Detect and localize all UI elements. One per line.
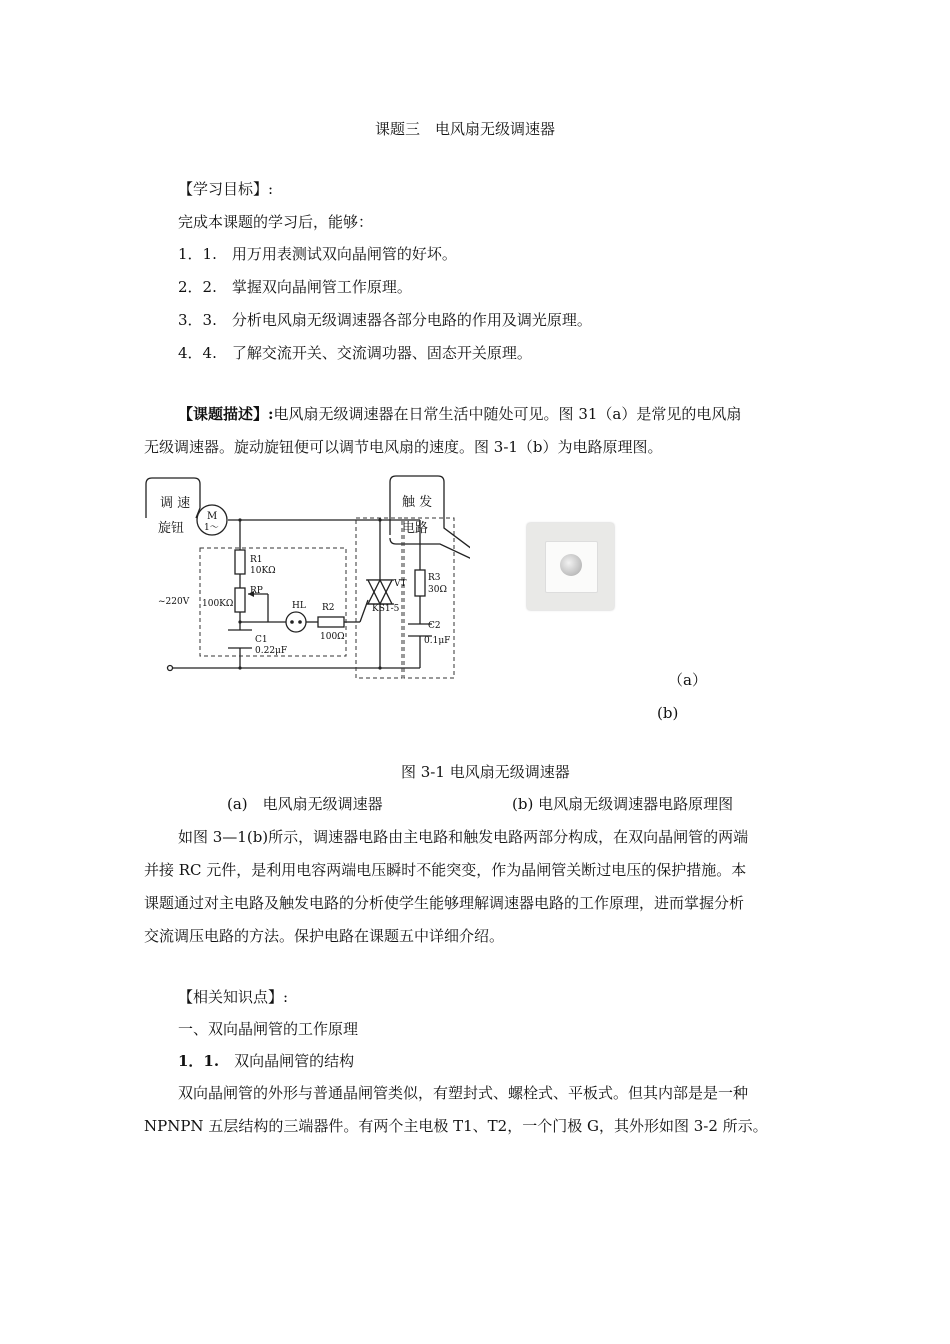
objective-item: 3．3. 分析电风扇无级调速器各部分电路的作用及调光原理。	[178, 311, 592, 329]
section-heading: 一、双向晶闸管的工作原理	[178, 1020, 359, 1038]
knowledge-line: 双向晶闸管的外形与普通晶闸管类似，有塑封式、螺栓式、平板式。但其内部是是一种	[178, 1084, 749, 1102]
trigger-callout-line-1: 触 发	[402, 495, 433, 510]
snubber-box	[404, 518, 454, 678]
knob-callout-line-1: 调 速	[160, 496, 191, 511]
r3-label: R3	[428, 573, 441, 583]
trigger-callout-line-2: 电路	[402, 521, 429, 536]
figure-label-b: (b)	[657, 704, 679, 722]
figure-sub-caption-a: (a) 电风扇无级调速器	[227, 795, 383, 813]
c1-value: 0.22μF	[255, 646, 288, 656]
hl-lamp	[286, 612, 306, 632]
description-line-1	[178, 404, 741, 424]
hl-label: HL	[292, 601, 306, 611]
knowledge-heading: 【相关知识点】:	[178, 988, 289, 1006]
r1-resistor	[235, 550, 245, 574]
body-line: 课题通过对主电路及触发电路的分析使学生能够理解调速器电路的工作原理，进而掌握分析	[144, 894, 745, 912]
description-label: 【课题描述】:	[178, 405, 274, 423]
r2-resistor	[318, 617, 344, 627]
figure-caption: 图 3-1 电风扇无级调速器	[401, 763, 570, 781]
triac-symbol	[368, 580, 392, 604]
r2-label: R2	[322, 603, 335, 613]
objectives-intro: 完成本课题的学习后，能够：	[178, 213, 374, 231]
supply-label: ~220V	[158, 597, 190, 607]
c2-value: 0.1μF	[424, 636, 451, 646]
page-title: 课题三 电风扇无级调速器	[375, 120, 556, 138]
r1-label: R1	[250, 555, 263, 565]
subsection-number: 1．1.	[178, 1052, 220, 1070]
speed-controller-photo	[527, 523, 614, 610]
c2-label: C2	[428, 621, 441, 631]
knowledge-line: NPNPN 五层结构的三端器件。有两个主电极 T1、T2，一个门极 G，其外形如图 3-2 所示。	[144, 1117, 768, 1135]
rp-label: RP	[250, 586, 263, 596]
body-line: 交流调压电路的方法。保护电路在课题五中详细介绍。	[144, 927, 505, 945]
knob-icon	[560, 554, 582, 576]
subsection-heading	[178, 1051, 354, 1071]
circuit-diagram	[140, 472, 470, 687]
rp-value: 100KΩ	[202, 599, 234, 609]
rp-potentiometer	[235, 588, 245, 612]
ks-label: KS1-5	[372, 604, 400, 614]
knob-callout-line-2: 旋钮	[158, 521, 185, 536]
objective-item: 4．4. 了解交流开关、交流调功器、固态开关原理。	[178, 344, 532, 362]
vt-label: VT	[394, 579, 407, 589]
body-line: 并接 RC 元件，是利用电容两端电压瞬时不能突变，作为晶闸管关断过电压的保护措施。本	[144, 861, 747, 879]
objective-item: 2．2. 掌握双向晶闸管工作原理。	[178, 278, 412, 296]
r1-value: 10KΩ	[250, 566, 276, 576]
c1-label: C1	[255, 635, 268, 645]
r2-value: 100Ω	[320, 632, 345, 642]
body-line: 如图 3—1(b)所示，调速器电路由主电路和触发电路两部分构成，在双向晶闸管的两端	[178, 828, 749, 846]
subsection-title: 双向晶闸管的结构	[234, 1052, 355, 1070]
motor-label: M	[207, 511, 218, 522]
description-text: 电风扇无级调速器在日常生活中随处可见。图 31（a）是常见的电风扇	[273, 405, 742, 423]
figure-sub-caption-b: (b) 电风扇无级调速器电路原理图	[512, 795, 734, 813]
objective-item: 1．1. 用万用表测试双向晶闸管的好坏。	[178, 245, 457, 263]
r3-resistor	[415, 570, 425, 596]
objectives-heading: 【学习目标】:	[178, 180, 274, 198]
r3-value: 30Ω	[428, 585, 447, 595]
description-line-2: 无级调速器。旋动旋钮便可以调节电风扇的速度。图 3-1（b）为电路原理图。	[144, 438, 663, 456]
figure-label-a: （a）	[668, 671, 707, 689]
input-terminal	[168, 666, 173, 671]
motor-sub-label: 1～	[204, 523, 219, 533]
